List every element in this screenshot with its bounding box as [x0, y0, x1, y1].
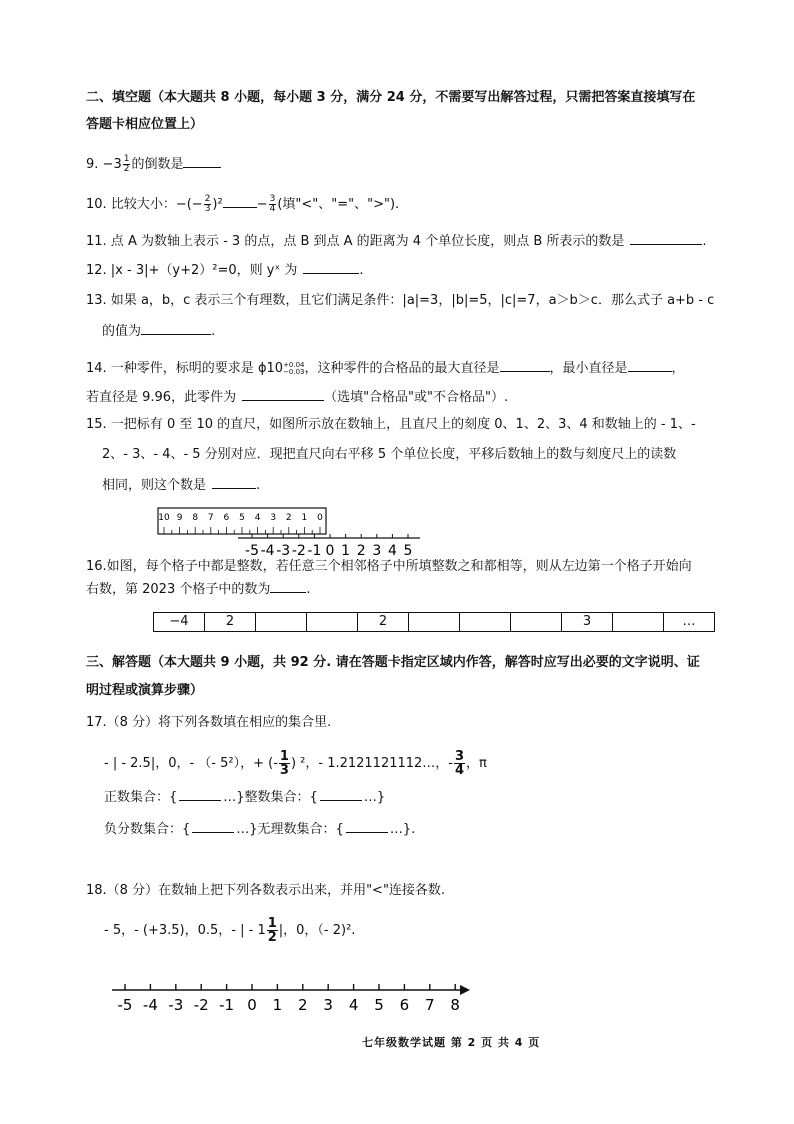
question-13-line1: 13. 如果 a，b，c 表示三个有理数，且它们满足条件：|a|=3，|b|=5，|c|=7，a＞b＞c．那么式子 a+b - c [86, 293, 715, 308]
q14-tolerance [283, 362, 304, 376]
ruler-label: 4 [254, 513, 261, 523]
q17-nums-c: ，π [466, 756, 487, 771]
grid-cell-4 [307, 613, 358, 631]
q14-status-blank [242, 388, 324, 401]
grid-cell-5: 2 [358, 613, 409, 631]
q13-value-label: 的值为 [102, 324, 142, 339]
question-11 [86, 232, 707, 251]
q17-irrational-set-blank [346, 820, 388, 833]
q18-number-list [104, 917, 355, 944]
q10-text2: )² [212, 197, 223, 212]
q10-text1: 比较大小：−(− [110, 197, 203, 212]
ruler-label: 6 [223, 513, 230, 523]
question-9 [86, 155, 221, 174]
ruler-ticks [164, 527, 320, 534]
axis-label: 3 [372, 543, 382, 559]
q14-tol-down: −0.03 [283, 367, 305, 376]
q18-axis-label: 6 [399, 996, 410, 1014]
q10-f2-den: 4 [269, 204, 276, 214]
q18-axis-label: -5 [117, 996, 133, 1014]
question-13-line2 [102, 322, 215, 341]
ruler-label: 0 [317, 513, 323, 523]
q18-axis-label: 2 [298, 996, 308, 1014]
q17-nums-b: ) ²，- 1.2121121112…，- [290, 756, 453, 771]
section3-title-line2: 明过程或演算步骤） [86, 683, 204, 698]
ruler-label: 1 [301, 513, 308, 523]
ruler-label: 10 [158, 513, 170, 523]
q16-line2-text: 右数，第 2023 个格子中的数为 [86, 582, 271, 597]
q10-text4: (填"<"、"="、">"). [277, 197, 400, 212]
q17-frac-den: 3 [279, 763, 289, 778]
q17-negative-fraction-set-label: 负分数集合：{ [104, 822, 191, 837]
q18-axis-label: 8 [450, 996, 460, 1014]
section2-title-line2: 答题卡相应位置上） [86, 117, 204, 132]
q12-answer-blank [303, 261, 359, 274]
q11-answer-blank [630, 232, 702, 245]
question-12 [86, 261, 363, 280]
q10-f1-den: 3 [204, 204, 211, 214]
q17-frac2-num: 3 [455, 749, 465, 764]
q16-number-grid [153, 612, 715, 632]
q14-text3: ，最小直径是 [549, 361, 628, 376]
q10-answer-blank [223, 195, 257, 208]
axis-label: -2 [291, 543, 306, 559]
q9-frac-num: 1 [123, 154, 130, 164]
q17-integer-set-label: …}整数集合：{ [223, 790, 318, 805]
q10-number: 10. [86, 197, 107, 212]
q16-answer-blank [270, 580, 306, 593]
question-16-line1: 16.如图，每个格子中都是整数，若任意三个相邻格子中所填整数之和都相等，则从左边第一个格子开始向 [86, 559, 692, 574]
q13-answer-blank [141, 322, 211, 335]
q10-f2-num: 3 [269, 194, 276, 204]
question-14-line2 [86, 388, 508, 407]
q18-axis-arrow [460, 985, 470, 995]
grid-cell-7 [460, 613, 511, 631]
q14-tol-up: +0.04 [283, 360, 305, 369]
question-10 [86, 195, 399, 214]
q18-axis-labels [118, 996, 460, 1014]
axis-label: 0 [325, 543, 335, 559]
q18-number-line [108, 978, 478, 1018]
grid-cell-1: −4 [154, 613, 205, 631]
q9-prefix: −3 [102, 157, 122, 172]
q17-fraction2 [454, 750, 465, 777]
q15-line3-text: 相同，则这个数是 [102, 478, 207, 493]
grid-cell-10 [613, 613, 664, 631]
q18-axis-label: -2 [193, 996, 209, 1014]
q18-nums-b: |，0，（- 2)². [278, 923, 356, 938]
q9-fraction [123, 155, 131, 174]
q17-sets-row1 [104, 788, 385, 807]
q18-axis-label: 0 [247, 996, 257, 1014]
q17-frac2-den: 4 [455, 763, 465, 778]
ruler-labels [158, 513, 323, 523]
q17-set1-end: …} [363, 790, 386, 805]
q10-fraction1 [204, 195, 212, 214]
q11-text: 11. 点 A 为数轴上表示 - 3 的点，点 B 到点 A 的距离为 4 个单位长度，则点 B 所表示的数是 [86, 234, 625, 249]
q14-text1: 14. 一种零件，标明的要求是 ϕ10 [86, 361, 284, 376]
q17-fraction [279, 750, 290, 777]
ruler-label: 5 [239, 513, 245, 523]
q15-end: . [256, 478, 261, 493]
q15-answer-blank [212, 476, 256, 489]
axis-label: -5 [245, 543, 259, 559]
q18-axis-ticks [125, 984, 455, 990]
grid-cell-11: … [682, 614, 696, 629]
q9-answer-blank [183, 155, 221, 168]
axis-label: 1 [341, 543, 351, 559]
q17-frac-num: 1 [279, 749, 289, 764]
q11-end: . [702, 234, 707, 249]
q18-axis-label: -1 [219, 996, 235, 1014]
axis-label: 5 [403, 543, 413, 559]
q14-text2: ，这种零件的合格品的最大直径是 [304, 361, 500, 376]
q14-line2a: 若直径是 9.96，此零件为 [86, 390, 237, 405]
ruler-number-line-figure [150, 505, 440, 561]
q12-text: 12. |x - 3|+（y+2）²=0，则 yˣ 为 [86, 263, 298, 278]
q17-irrational-set-label: …}无理数集合：{ [236, 822, 344, 837]
q14-line2b: （选填"合格品"或"不合格品"）. [324, 390, 509, 405]
q17-sets-row2 [104, 820, 415, 839]
grid-cell-6 [409, 613, 460, 631]
q17-positive-set-blank [179, 788, 221, 801]
ruler-label: 8 [192, 513, 199, 523]
q17-integer-set-blank [320, 788, 362, 801]
q18-axis-label: 3 [323, 996, 333, 1014]
question-15-line3 [102, 476, 260, 495]
axis-label: 2 [356, 543, 366, 559]
q17-set2-end: …}. [389, 822, 416, 837]
q9-number: 9. [86, 157, 99, 172]
q18-fraction [267, 917, 278, 944]
axis-label: -4 [260, 543, 275, 559]
q10-fraction2 [269, 195, 277, 214]
q14-min-blank [628, 359, 672, 372]
q9-suffix: 的倒数是 [131, 157, 184, 172]
section2-title-line1: 二、填空题（本大题共 8 小题，每小题 3 分，满分 24 分，不需要写出解答过程，只需把答案直接填写在 [86, 90, 696, 105]
q10-text3: − [256, 197, 268, 212]
axis-label: -1 [307, 543, 322, 559]
axis-labels [245, 543, 412, 559]
q17-positive-set-label: 正数集合：{ [104, 790, 178, 805]
ruler-label: 3 [270, 513, 277, 523]
q9-frac-den: 2 [123, 164, 130, 174]
q10-f1-num: 2 [204, 194, 211, 204]
page-footer: 七年级数学试题 第 2 页 共 4 页 [362, 1036, 541, 1049]
section3-title-line1: 三、解答题（本大题共 9 小题，共 92 分. 请在答题卡指定区域内作答，解答时应写出必要的文字说明、证 [86, 655, 700, 670]
q18-frac-num: 1 [267, 916, 277, 931]
q18-nums-a: - 5，- (+3.5)，0.5，- | - 1 [104, 923, 266, 938]
q18-axis-label: -3 [168, 996, 184, 1014]
question-15-line1: 15. 一把标有 0 至 10 的直尺，如图所示放在数轴上，且直尺上的刻度 0、1、2、3、4 和数轴上的 - 1、- [86, 417, 696, 432]
question-18-title: 18.（8 分）在数轴上把下列各数表示出来，并用"<"连接各数. [86, 883, 446, 898]
grid-cell-2: 2 [205, 613, 256, 631]
grid-cell-3 [256, 613, 307, 631]
q17-negative-fraction-set-blank [192, 820, 234, 833]
axis-label: -3 [276, 543, 291, 559]
q17-nums-a: - | - 2.5|，0，- （- 5²），+ (- [104, 756, 278, 771]
q18-frac-den: 2 [267, 930, 277, 945]
q17-number-list [104, 750, 487, 777]
q18-axis-label: -4 [142, 996, 158, 1014]
ruler-label: 7 [207, 513, 214, 523]
q14-max-blank [500, 359, 550, 372]
question-16-line2 [86, 580, 311, 599]
grid-cell-8 [511, 613, 562, 631]
ruler-label: 9 [176, 513, 183, 523]
q12-end: . [359, 263, 364, 278]
question-14-line1 [86, 359, 685, 378]
q18-axis-label: 4 [348, 996, 359, 1014]
q18-axis-label: 1 [272, 996, 283, 1014]
q14-text4: ， [671, 361, 685, 376]
axis-label: 4 [387, 543, 397, 559]
q18-axis-label: 7 [425, 996, 435, 1014]
q16-end: . [306, 582, 311, 597]
q13-end: . [211, 324, 216, 339]
question-15-line2: 2、- 3、- 4、- 5 分别对应．现把直尺向右平移 5 个单位长度，平移后数轴上的数与刻度尺上的读数 [102, 447, 677, 462]
ruler-label: 2 [285, 513, 292, 523]
grid-cell-9: 3 [562, 613, 613, 631]
question-17-title: 17.（8 分）将下列各数填在相应的集合里. [86, 715, 332, 730]
q18-axis-label: 5 [374, 996, 384, 1014]
